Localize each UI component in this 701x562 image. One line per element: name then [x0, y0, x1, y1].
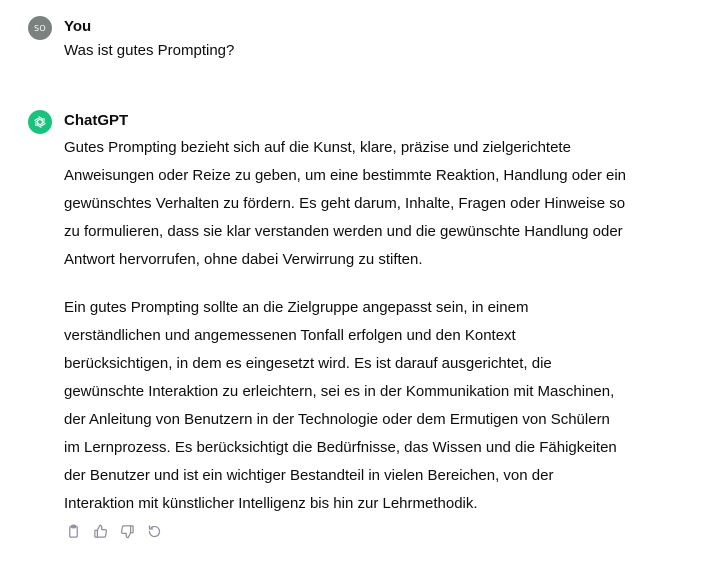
user-avatar-initials: SO — [34, 23, 46, 33]
answer-line: Gutes Prompting bezieht sich auf die Kunst, klare, präzise und zielgerichtete — [64, 139, 571, 156]
copy-icon[interactable] — [64, 522, 82, 540]
assistant-message-body — [64, 134, 664, 518]
answer-paragraph — [64, 294, 664, 518]
message-actions — [64, 522, 163, 540]
answer-line: verständlichen und angemessenen Tonfall erfolgen und den Kontext — [64, 327, 516, 344]
answer-line: der Anleitung von Benutzern in der Technologie oder dem Ermutigen von Schülern — [64, 411, 610, 428]
openai-logo-icon — [28, 110, 52, 134]
answer-line: zu formulieren, dass sie klar verstanden werden und die gewünschte Handlung oder — [64, 223, 623, 240]
answer-line: Antwort hervorrufen, ohne dabei Verwirrung zu stiften. — [64, 251, 423, 268]
thumbs-up-icon[interactable] — [91, 522, 109, 540]
answer-paragraph — [64, 134, 664, 274]
answer-line: gewünschtes Verhalten zu fördern. Es geht darum, Inhalte, Fragen oder Hinweise so — [64, 195, 626, 212]
user-message-text: Was ist gutes Prompting? — [64, 42, 235, 59]
user-avatar — [28, 16, 52, 40]
regenerate-icon[interactable] — [145, 522, 163, 540]
answer-line: Anweisungen oder Reize zu geben, um eine bestimmte Reaktion, Handlung oder ein — [64, 167, 627, 184]
answer-line: im Lernprozess. Es berücksichtigt die Bedürfnisse, das Wissen und die Fähigkeiten — [64, 439, 617, 456]
thumbs-down-icon[interactable] — [118, 522, 136, 540]
user-author-name: You — [64, 18, 92, 35]
assistant-author-name: ChatGPT — [64, 112, 129, 129]
answer-line: der Benutzer und ist ein wichtiger Bestandteil in vielen Bereichen, von der — [64, 467, 554, 484]
answer-line: gewünschte Interaktion zu erleichtern, sei es in der Kommunikation mit Maschinen, — [64, 383, 615, 400]
answer-line: Interaktion mit künstlicher Intelligenz bis hin zur Lehrmethodik. — [64, 495, 478, 512]
answer-line: berücksichtigen, in dem es eingesetzt wird. Es ist darauf ausgerichtet, die — [64, 355, 552, 372]
answer-line: Ein gutes Prompting sollte an die Zielgruppe angepasst sein, in einem — [64, 299, 529, 316]
